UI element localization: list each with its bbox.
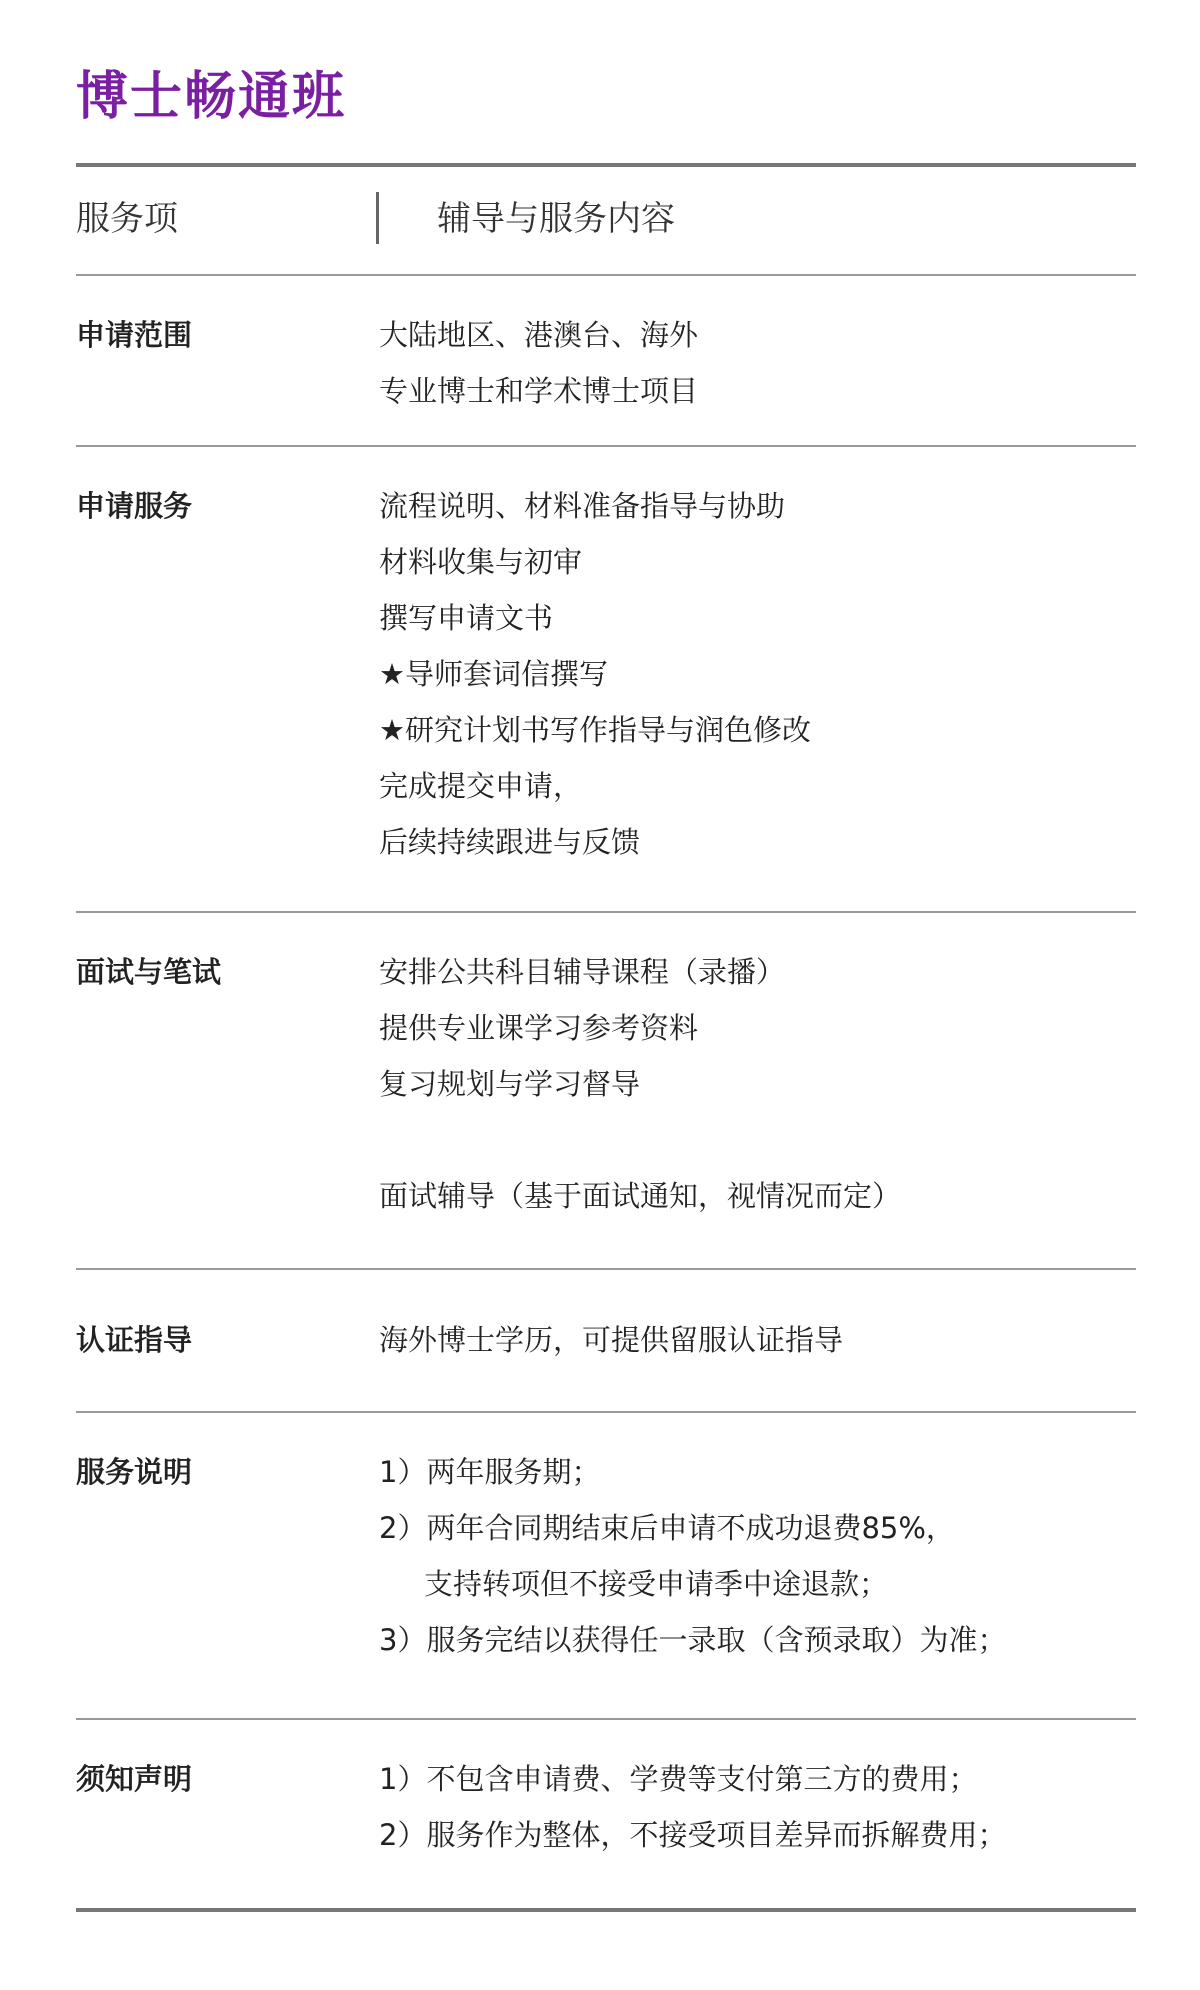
section-divider [76,1268,1136,1270]
content-line: 复习规划与学习督导 [379,1067,641,1101]
content-line: 专业博士和学术博士项目 [379,374,699,408]
section-label: 申请服务 [76,489,193,523]
content-line: 安排公共科目辅导课程（录播） [379,955,786,989]
section-label: 须知声明 [76,1762,193,1796]
section-content [379,1312,1136,1368]
section-label: 服务说明 [76,1455,193,1489]
content-spacer [379,1112,1136,1168]
page-title: 博士畅通班 [76,67,347,127]
section-label: 面试与笔试 [76,955,222,989]
content-line: 1）两年服务期； [379,1455,601,1489]
table-header-row [76,168,1136,274]
section-content [379,1751,1136,1863]
header-service-content: 辅导与服务内容 [437,199,675,239]
content-line: 面试辅导（基于面试通知，视情况而定） [379,1179,902,1213]
section-content [379,944,1136,1224]
content-line: 海外博士学历，可提供留服认证指导 [379,1323,844,1357]
content-line: 完成提交申请， [379,769,583,803]
content-line: 流程说明、材料准备指导与协助 [379,489,786,523]
content-line: 大陆地区、港澳台、海外 [379,318,699,352]
content-line: 后续持续跟进与反馈 [379,825,641,859]
content-line: 2）两年合同期结束后申请不成功退费85%， [379,1511,955,1545]
section-divider [76,1718,1136,1720]
header-bottom-rule [76,274,1136,276]
content-line: 支持转项但不接受申请季中途退款； [424,1567,889,1601]
section-content [379,478,1136,870]
section-content [379,1444,1136,1668]
section-divider [76,445,1136,447]
section-label: 申请范围 [76,318,193,352]
content-line: 1）不包含申请费、学费等支付第三方的费用； [379,1762,978,1796]
content-line: 撰写申请文书 [379,601,554,635]
table-bottom-rule [76,1908,1136,1912]
content-line: 提供专业课学习参考资料 [379,1011,699,1045]
content-line: 材料收集与初审 [379,545,583,579]
content-line: 3）服务完结以获得任一录取（含预录取）为准； [379,1623,1007,1657]
content-line: 2）服务作为整体，不接受项目差异而拆解费用； [379,1818,1007,1852]
section-label: 认证指导 [76,1323,193,1357]
table-top-rule [76,163,1136,167]
section-content [379,307,1136,419]
section-divider [76,1411,1136,1413]
header-service-item: 服务项 [76,199,178,239]
content-line: ★导师套词信撰写 [379,657,608,691]
content-line: ★研究计划书写作指导与润色修改 [379,713,811,747]
section-divider [76,911,1136,913]
header-divider [376,192,379,244]
